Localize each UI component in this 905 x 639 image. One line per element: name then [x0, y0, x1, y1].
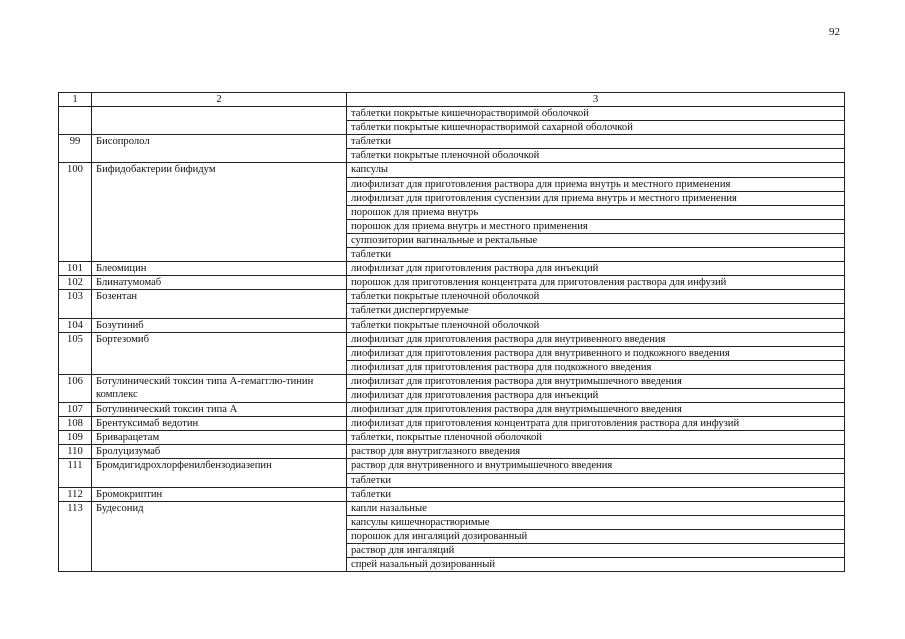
table-row: [59, 290, 845, 304]
dosage-form: лиофилизат для приготовления раствора для внутримышечного введения: [347, 403, 845, 417]
dosage-form: таблетки, покрытые пленочной оболочкой: [347, 431, 845, 445]
row-number: 110: [59, 445, 92, 459]
row-number: 101: [59, 262, 92, 276]
drug-name: Бисопролол: [92, 135, 347, 163]
dosage-form: порошок для приготовления концентрата для приготовления раствора для инфузий: [347, 276, 845, 290]
dosage-form: лиофилизат для приготовления раствора для инъекций: [347, 262, 845, 276]
row-number: 113: [59, 501, 92, 571]
dosage-form: таблетки: [347, 473, 845, 487]
drug-name: Бролуцизумаб: [92, 445, 347, 459]
drug-name: Будесонид: [92, 501, 347, 571]
dosage-form: лиофилизат для приготовления концентрата для приготовления раствора для инфузий: [347, 417, 845, 431]
row-number: 108: [59, 417, 92, 431]
table-row: [59, 135, 845, 149]
drug-name: Бромокриптин: [92, 487, 347, 501]
dosage-form: таблетки покрытые кишечнорастворимой сахарной оболочкой: [347, 121, 845, 135]
dosage-form: таблетки покрытые пленочной оболочкой: [347, 149, 845, 163]
dosage-form: капсулы: [347, 163, 845, 177]
dosage-form: лиофилизат для приготовления раствора для подкожного введения: [347, 360, 845, 374]
dosage-form: порошок для приема внутрь и местного применения: [347, 219, 845, 233]
row-number: 99: [59, 135, 92, 163]
drug-name: Ботулинический токсин типа А-гемагглю-тинин комплекс: [92, 374, 347, 402]
row-number: 103: [59, 290, 92, 318]
drug-name: Бортезомиб: [92, 332, 347, 374]
table-row: [59, 431, 845, 445]
table-row: [59, 445, 845, 459]
table-row: [59, 501, 845, 515]
dosage-form: лиофилизат для приготовления раствора для внутривенного введения: [347, 332, 845, 346]
dosage-form: лиофилизат для приготовления раствора для инъекций: [347, 388, 845, 402]
row-number: 100: [59, 163, 92, 262]
dosage-form: таблетки: [347, 248, 845, 262]
drug-name: Брентуксимаб ведотин: [92, 417, 347, 431]
row-number: 105: [59, 332, 92, 374]
dosage-form: таблетки покрытые пленочной оболочкой: [347, 290, 845, 304]
dosage-form: лиофилизат для приготовления суспензии для приема внутрь и местного применения: [347, 191, 845, 205]
table-row: [59, 276, 845, 290]
dosage-form: суппозитории вагинальные и ректальные: [347, 233, 845, 247]
dosage-form: лиофилизат для приготовления раствора для приема внутрь и местного применения: [347, 177, 845, 191]
dosage-form: таблетки покрытые пленочной оболочкой: [347, 318, 845, 332]
row-number: 111: [59, 459, 92, 487]
dosage-form: лиофилизат для приготовления раствора для внутривенного и подкожного введения: [347, 346, 845, 360]
table-row: [59, 374, 845, 388]
table-row: [59, 487, 845, 501]
row-number: 112: [59, 487, 92, 501]
dosage-form: капли назальные: [347, 501, 845, 515]
drug-name: Бозентан: [92, 290, 347, 318]
dosage-form: порошок для ингаляций дозированный: [347, 529, 845, 543]
drug-name: Блинатумомаб: [92, 276, 347, 290]
table-row: [59, 403, 845, 417]
row-number: 106: [59, 374, 92, 402]
dosage-form: спрей назальный дозированный: [347, 558, 845, 572]
dosage-form: таблетки: [347, 487, 845, 501]
row-number: 102: [59, 276, 92, 290]
dosage-form: лиофилизат для приготовления раствора для внутримышечного введения: [347, 374, 845, 388]
row-number: 104: [59, 318, 92, 332]
table-row: [59, 163, 845, 177]
drug-name: Бриварацетам: [92, 431, 347, 445]
page-number: 92: [829, 26, 840, 38]
row-number: [59, 107, 92, 135]
drug-name: Бромдигидрохлорфенилбензодиазепин: [92, 459, 347, 487]
row-number: 107: [59, 403, 92, 417]
drug-name: Блеомицин: [92, 262, 347, 276]
table-row: [59, 417, 845, 431]
table-row: [59, 459, 845, 473]
dosage-form: раствор для внутриглазного введения: [347, 445, 845, 459]
dosage-form: таблетки диспергируемые: [347, 304, 845, 318]
row-number: 109: [59, 431, 92, 445]
drug-forms-table: [58, 92, 845, 572]
dosage-form: таблетки: [347, 135, 845, 149]
drug-name: [92, 107, 347, 135]
header-col-1: 1: [59, 93, 92, 107]
dosage-form: раствор для ингаляций: [347, 544, 845, 558]
table-row: [59, 332, 845, 346]
table-row: [59, 107, 845, 121]
table-header-row: [59, 93, 845, 107]
dosage-form: капсулы кишечнорастворимые: [347, 515, 845, 529]
drug-name: Ботулинический токсин типа А: [92, 403, 347, 417]
table-row: [59, 318, 845, 332]
table-row: [59, 262, 845, 276]
dosage-form: раствор для внутривенного и внутримышечного введения: [347, 459, 845, 473]
header-col-3: 3: [347, 93, 845, 107]
drug-name: Бозутиниб: [92, 318, 347, 332]
dosage-form: порошок для приема внутрь: [347, 205, 845, 219]
drug-name: Бифидобактерии бифидум: [92, 163, 347, 262]
header-col-2: 2: [92, 93, 347, 107]
dosage-form: таблетки покрытые кишечнорастворимой оболочкой: [347, 107, 845, 121]
